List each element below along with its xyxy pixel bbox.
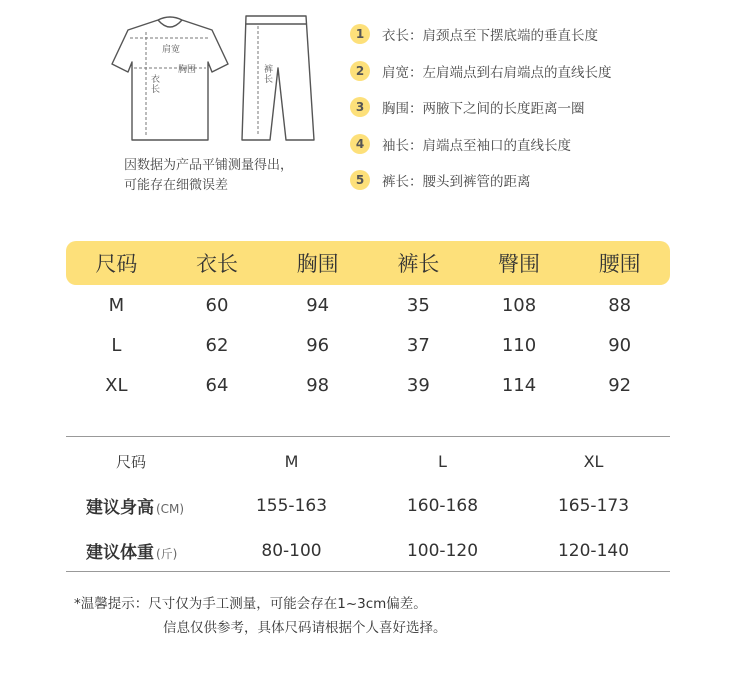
table-row [66,365,670,405]
height-value-l: 160-168 [406,495,479,516]
weight-unit: (斤) [156,547,178,561]
weight-value-xl: 120-140 [557,540,630,561]
note-line-1: 因数据为产品平铺测量得出， [124,158,294,173]
size-table-header [66,241,670,285]
note-line-2: 可能存在细微误差 [124,178,229,193]
shoulder-label: 肩宽 [162,45,181,55]
weight-row [66,538,670,563]
definition-list [350,16,690,199]
weight-label-text: 建议体重 [86,543,154,563]
garment-figures [110,12,320,147]
tip-line-1: *温馨提示：尺寸仅为手工测量，可能会存在1~3cm偏差。 [74,596,427,612]
table-cell: XL [105,374,128,396]
table-cell: 96 [306,334,330,356]
number-badge: 1 [350,24,370,44]
number-badge: 4 [350,134,370,154]
header-cell-length: 衣长 [196,252,238,276]
recommendation-header-row [66,451,670,472]
header-cell-waist: 腰围 [598,252,641,276]
weight-value-m: 80-100 [261,540,322,561]
table-cell: 110 [501,334,537,356]
definition-item [350,53,690,90]
table-cell: 88 [608,294,632,316]
weight-value-l: 100-120 [406,540,479,561]
table-cell: 62 [205,334,229,356]
table-cell: 92 [608,374,632,396]
definition-text: 衣长：肩颈点至下摆底端的垂直长度 [382,28,598,45]
height-value-xl: 165-173 [557,495,630,516]
table-cell: 35 [406,294,430,316]
warm-tip [74,592,447,640]
header-cell-pants-length: 裤长 [397,252,440,276]
table-cell: 37 [406,334,430,356]
header-cell-chest: 胸围 [296,252,339,276]
table-cell: 60 [205,294,229,316]
table-cell: M [108,294,125,316]
pants-outline [242,16,314,140]
definition-text: 胸围：两腋下之间的长度距离一圈 [382,101,585,118]
header-col-l: L [438,452,447,471]
recommendation-header-label [66,451,216,472]
table-cell: 108 [501,294,537,316]
chest-label: 胸围 [178,65,197,75]
definition-item [350,89,690,126]
table-cell: 114 [501,374,537,396]
table-cell: L [111,334,122,356]
definition-text: 肩宽：左肩端点到右肩端点的直线长度 [382,64,612,81]
tip-line-2: 信息仅供参考，具体尺码请根据个人喜好选择。 [163,620,447,636]
header-col-xl: XL [583,452,604,471]
header-cell-hip: 臀围 [498,252,541,276]
number-badge: 5 [350,170,370,190]
recommendation-table [66,436,670,572]
number-badge: 3 [350,97,370,117]
height-label-text: 建议身高 [86,498,154,518]
garment-illustration [110,12,320,147]
definition-item [350,126,690,163]
table-cell: 90 [608,334,632,356]
table-row [66,285,670,325]
definition-item [350,162,690,199]
height-label [66,493,216,518]
height-row [66,493,670,518]
header-col-m: M [284,452,299,471]
size-table [66,241,670,405]
weight-label [66,538,216,563]
height-value-m: 155-163 [255,495,328,516]
definition-text: 袖长：肩端点至袖口的直线长度 [382,137,571,154]
table-row [66,325,670,365]
header-size-label: 尺码 [116,453,147,471]
height-unit: (CM) [156,502,185,516]
measurement-diagram-section [0,0,750,210]
number-badge: 2 [350,61,370,81]
length-label: 衣长 [149,74,159,94]
pants-length-label: 裤长 [262,64,272,84]
table-cell: 64 [205,374,229,396]
measurement-note [124,156,324,196]
tshirt-outline [112,17,228,140]
table-cell: 39 [406,374,430,396]
definition-text: 裤长：腰头到裤管的距离 [382,174,531,191]
header-cell-size: 尺码 [95,252,138,276]
table-cell: 94 [306,294,330,316]
table-cell: 98 [306,374,330,396]
definition-item [350,16,690,53]
